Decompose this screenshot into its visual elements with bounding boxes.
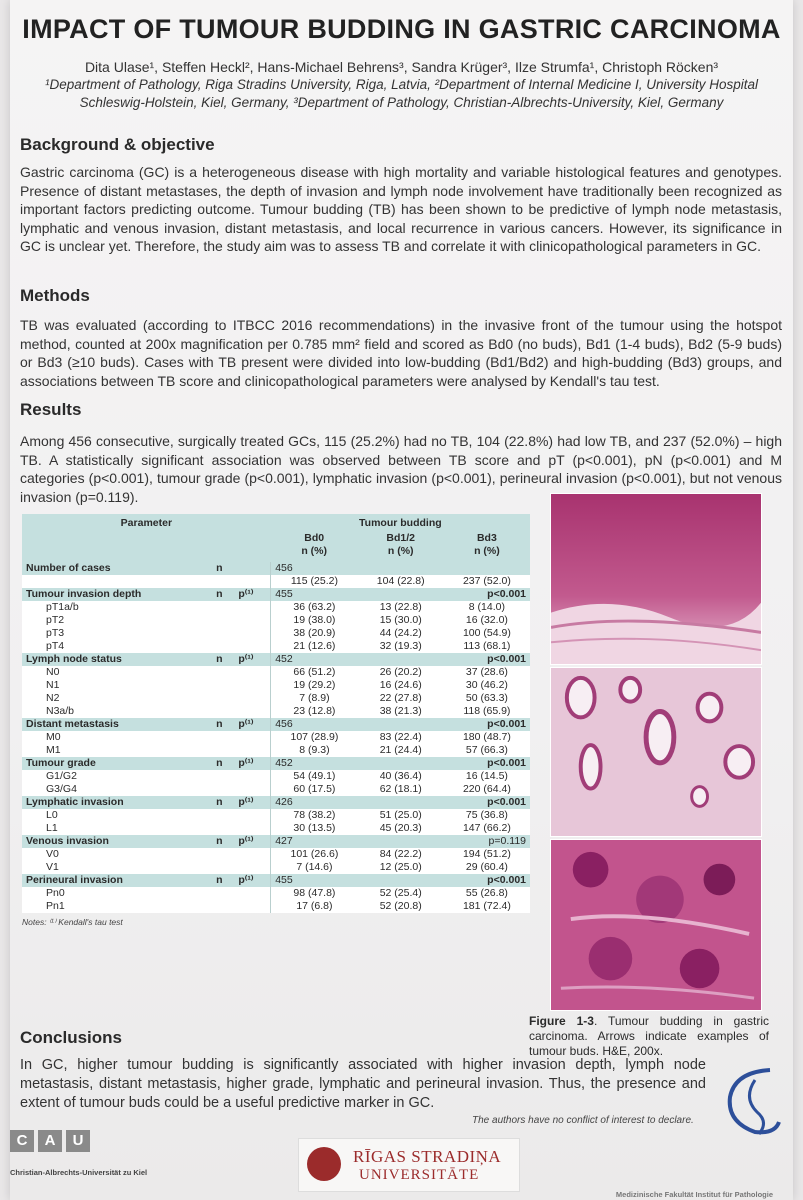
cell-bd3: 181 (72.4)	[444, 900, 530, 913]
group-n-value: 455	[271, 588, 358, 601]
header-bd0: Bd0 n (%)	[271, 532, 358, 562]
methods-text: TB was evaluated (according to ITBCC 2016 recommendations) in the invasive front of the tumour using the hotspot method, counted at 200x magnification per 0.785 mm² field and scored as Bd0 (no buds), Bd1 (1-4 buds), Bd2 (5-9 buds) or Bd3 (≥10 buds). Cases with TB present were divided into low-budding (Bd1/Bd2) and high-budding (Bd3) groups, and associations between TB score and clinicopathological parameters were analysed by Kendall's tau test.	[20, 317, 782, 389]
table-group-row	[22, 874, 530, 887]
cell-bd3: 57 (66.3)	[444, 744, 530, 757]
group-spacer	[358, 835, 444, 848]
cell-bd0: 98 (47.8)	[271, 887, 358, 900]
group-p-value: p<0.001	[444, 796, 530, 809]
conflict-note: The authors have no conflict of interest to declare.	[472, 1115, 694, 1126]
group-n-label: n	[212, 562, 234, 575]
poster	[10, 0, 793, 1200]
methods-heading: Methods	[20, 286, 90, 305]
poster-title: IMPACT OF TUMOUR BUDDING IN GASTRIC CARCINOMA	[22, 14, 781, 44]
row-label: L1	[22, 822, 271, 835]
cell-bd12: 52 (25.4)	[358, 887, 444, 900]
table-group-row	[22, 562, 530, 575]
cell-bd12: 62 (18.1)	[358, 783, 444, 796]
rsu-emblem-icon	[307, 1147, 341, 1181]
group-spacer	[358, 757, 444, 770]
header-tumour-budding: Tumour budding	[271, 514, 530, 532]
group-spacer	[358, 562, 444, 575]
cell-bd12: 83 (22.4)	[358, 731, 444, 744]
affiliations: ¹Department of Pathology, Riga Stradins University, Riga, Latvia, ²Department of Internal Medicine I, University Hospital Schleswig-Holstein, Kiel, Germany, ³Department of Pathology, Christian-Albrechts-University, Kiel, Germany	[44, 77, 759, 110]
rsu-name-line1: RĪGAS STRADIŅA	[353, 1147, 502, 1166]
results-table	[22, 514, 530, 913]
cell-bd0: 23 (12.8)	[271, 705, 358, 718]
cau-letter-c: C	[10, 1130, 34, 1152]
cell-bd3: 37 (28.6)	[444, 666, 530, 679]
cell-bd0: 19 (29.2)	[271, 679, 358, 692]
group-p-label: p⁽¹⁾	[234, 874, 270, 887]
table-row	[22, 731, 530, 744]
cell-bd0: 54 (49.1)	[271, 770, 358, 783]
table-row	[22, 887, 530, 900]
cell-bd3: 55 (26.8)	[444, 887, 530, 900]
cell-bd0: 78 (38.2)	[271, 809, 358, 822]
cell-bd12: 52 (20.8)	[358, 900, 444, 913]
row-label: M0	[22, 731, 271, 744]
conclusions-text: In GC, higher tumour budding is significantly associated with higher invasion depth, lymph node metastasis, distant metastasis, higher grade, lymphatic and perineural invasion. Thus, the presence and extent of tumour buds could be a useful predictive marker in GC.	[20, 1057, 706, 1111]
cell-bd0: 7 (14.6)	[271, 861, 358, 874]
cell-bd3: 30 (46.2)	[444, 679, 530, 692]
cell-bd3: 29 (60.4)	[444, 861, 530, 874]
row-label: Pn1	[22, 900, 271, 913]
group-n-value: 455	[271, 874, 358, 887]
group-spacer	[358, 796, 444, 809]
cell-bd0: 38 (20.9)	[271, 627, 358, 640]
cell-bd12: 40 (36.4)	[358, 770, 444, 783]
group-spacer	[358, 874, 444, 887]
group-n-value: 426	[271, 796, 358, 809]
cell-bd0: 60 (17.5)	[271, 783, 358, 796]
row-label: pT2	[22, 614, 271, 627]
row-label: pT1a/b	[22, 601, 271, 614]
group-n-value: 427	[271, 835, 358, 848]
cell-bd0: 101 (26.6)	[271, 848, 358, 861]
group-n-value: 452	[271, 757, 358, 770]
cau-label: Christian-Albrechts-Universität zu Kiel	[10, 1168, 148, 1177]
logo-bar	[10, 1130, 793, 1200]
group-n-label: n	[212, 588, 234, 601]
group-name: Tumour invasion depth	[22, 588, 212, 601]
group-spacer	[358, 588, 444, 601]
group-p-label	[234, 562, 270, 575]
row-label: N3a/b	[22, 705, 271, 718]
group-name: Lymph node status	[22, 653, 212, 666]
cell-bd3: 8 (14.0)	[444, 601, 530, 614]
row-label: G3/G4	[22, 783, 271, 796]
group-p-value: p<0.001	[444, 718, 530, 731]
results-heading: Results	[20, 400, 82, 419]
results-table-wrap	[22, 514, 530, 928]
cell-bd12: 84 (22.2)	[358, 848, 444, 861]
cell-bd12: 44 (24.2)	[358, 627, 444, 640]
rsu-logo	[298, 1138, 520, 1192]
row-label: N2	[22, 692, 271, 705]
cell-bd3: 113 (68.1)	[444, 640, 530, 653]
group-p-label: p⁽¹⁾	[234, 718, 270, 731]
cell-bd3: 16 (32.0)	[444, 614, 530, 627]
group-p-value: p<0.001	[444, 757, 530, 770]
group-spacer	[358, 653, 444, 666]
table-group-row	[22, 653, 530, 666]
figure-caption: Figure 1-3. Tumour budding in gastric carcinoma. Arrows indicate examples of tumour buds. H&E, 200x.	[529, 1014, 769, 1058]
group-n-label: n	[212, 796, 234, 809]
group-p-value	[444, 562, 530, 575]
cell-bd12: 26 (20.2)	[358, 666, 444, 679]
background-heading: Background & objective	[20, 135, 215, 154]
cell-bd12: 13 (22.8)	[358, 601, 444, 614]
cell-bd3: 50 (63.3)	[444, 692, 530, 705]
row-label: N1	[22, 679, 271, 692]
table-row	[22, 614, 530, 627]
cau-letter-u: U	[66, 1130, 90, 1152]
header-bd12: Bd1/2 n (%)	[358, 532, 444, 562]
group-name: Venous invasion	[22, 835, 212, 848]
rsu-name-line2: UNIVERSITĀTE	[359, 1167, 480, 1183]
group-name: Number of cases	[22, 562, 212, 575]
row-label: V1	[22, 861, 271, 874]
table-row	[22, 809, 530, 822]
table-group-row	[22, 718, 530, 731]
header-spacer	[22, 532, 271, 562]
background-text: Gastric carcinoma (GC) is a heterogeneous disease with high mortality and variable histological features and genotypes. Presence of distant metastases, the depth of invasion and lymph node involvement have traditionally been recognized as important factors predicting outcome. Tumour budding (TB) has been shown to be predictive of lymph node metastasis, lymphatic and venous invasion, distant metastasis, and local recurrence in various cancers. However, its significance in GC is unclear yet. Therefore, the study aim was to assess TB and correlate it with clinicopathological parameters in GC.	[20, 164, 782, 254]
group-p-value: p<0.001	[444, 653, 530, 666]
table-group-row	[22, 796, 530, 809]
group-name: Tumour grade	[22, 757, 212, 770]
header-parameter: Parameter	[22, 514, 271, 532]
table-row	[22, 744, 530, 757]
table-group-row	[22, 757, 530, 770]
group-p-label: p⁽¹⁾	[234, 757, 270, 770]
cell-bd12: 16 (24.6)	[358, 679, 444, 692]
cell-bd0: 8 (9.3)	[271, 744, 358, 757]
results-text: Among 456 consecutive, surgically treated GCs, 115 (25.2%) had no TB, 104 (22.8%) had low TB, and 237 (52.0%) – high TB. A statistically significant association was observed between TB score and pT (p<0.001), pN (p<0.001) and M categories (p<0.001), tumour grade (p<0.001), lymphatic invasion (p<0.001), perineural invasion (p<0.001), but not venous invasion (p=0.119).	[20, 433, 782, 505]
cell-bd12: 45 (20.3)	[358, 822, 444, 835]
row-label: V0	[22, 848, 271, 861]
group-n-label: n	[212, 874, 234, 887]
group-n-value: 456	[271, 562, 358, 575]
cell-bd12: 51 (25.0)	[358, 809, 444, 822]
table-notes: Notes: ⁽¹⁾ Kendall's tau test	[22, 917, 123, 927]
row-label: pT4	[22, 640, 271, 653]
group-p-label: p⁽¹⁾	[234, 653, 270, 666]
cell-bd3: 118 (65.9)	[444, 705, 530, 718]
table-row	[22, 705, 530, 718]
cell-bd3: 100 (54.9)	[444, 627, 530, 640]
cell-bd12: 12 (25.0)	[358, 861, 444, 874]
group-n-label: n	[212, 653, 234, 666]
histology-image-2	[550, 667, 762, 837]
cell-bd0: 21 (12.6)	[271, 640, 358, 653]
cau-letter-a: A	[38, 1130, 62, 1152]
table-row	[22, 640, 530, 653]
row-label: pT3	[22, 627, 271, 640]
table-row	[22, 679, 530, 692]
row-label: G1/G2	[22, 770, 271, 783]
cell-bd3: 147 (66.2)	[444, 822, 530, 835]
group-name: Perineural invasion	[22, 874, 212, 887]
cell-bd12: 32 (19.3)	[358, 640, 444, 653]
authors: Dita Ulase¹, Steffen Heckl², Hans-Michael Behrens³, Sandra Krüger³, Ilze Strumfa¹, Christoph Röcken³	[84, 59, 719, 75]
conclusions-heading: Conclusions	[20, 1028, 123, 1047]
cell-bd0: 66 (51.2)	[271, 666, 358, 679]
cell-bd12: 22 (27.8)	[358, 692, 444, 705]
cell-bd0: 19 (38.0)	[271, 614, 358, 627]
group-p-value: p=0.119	[444, 835, 530, 848]
cell-bd0: 107 (28.9)	[271, 731, 358, 744]
cell-bd3: 180 (48.7)	[444, 731, 530, 744]
group-name: Lymphatic invasion	[22, 796, 212, 809]
group-n-label: n	[212, 718, 234, 731]
cell-bd3: 75 (36.8)	[444, 809, 530, 822]
group-n-value: 456	[271, 718, 358, 731]
cell-bd12: 15 (30.0)	[358, 614, 444, 627]
cell-bd3: 237 (52.0)	[444, 575, 530, 588]
table-row	[22, 848, 530, 861]
table-group-row	[22, 835, 530, 848]
table-row	[22, 575, 530, 588]
table-row	[22, 822, 530, 835]
row-label: N0	[22, 666, 271, 679]
cell-bd3: 220 (64.4)	[444, 783, 530, 796]
table-row	[22, 692, 530, 705]
group-p-label: p⁽¹⁾	[234, 796, 270, 809]
cell-bd0: 115 (25.2)	[271, 575, 358, 588]
group-p-label: p⁽¹⁾	[234, 588, 270, 601]
table-row	[22, 861, 530, 874]
cell-bd12: 38 (21.3)	[358, 705, 444, 718]
group-name: Distant metastasis	[22, 718, 212, 731]
row-label: M1	[22, 744, 271, 757]
group-p-value: p<0.001	[444, 588, 530, 601]
group-spacer	[358, 718, 444, 731]
group-n-label: n	[212, 757, 234, 770]
cell-bd0: 7 (8.9)	[271, 692, 358, 705]
table-row	[22, 900, 530, 913]
cell-bd0: 30 (13.5)	[271, 822, 358, 835]
histology-image-3	[550, 839, 762, 1011]
cell-bd0: 36 (63.2)	[271, 601, 358, 614]
row-label	[22, 575, 271, 588]
cell-bd12: 104 (22.8)	[358, 575, 444, 588]
group-p-label: p⁽¹⁾	[234, 835, 270, 848]
table-row	[22, 770, 530, 783]
row-label: Pn0	[22, 887, 271, 900]
group-n-label: n	[212, 835, 234, 848]
table-group-row	[22, 588, 530, 601]
table-row	[22, 783, 530, 796]
group-n-value: 452	[271, 653, 358, 666]
group-p-value: p<0.001	[444, 874, 530, 887]
cell-bd12: 21 (24.4)	[358, 744, 444, 757]
histology-figure	[550, 493, 762, 1011]
histology-image-1	[550, 493, 762, 665]
cell-bd3: 194 (51.2)	[444, 848, 530, 861]
row-label: L0	[22, 809, 271, 822]
table-row	[22, 666, 530, 679]
table-row	[22, 601, 530, 614]
header-bd3: Bd3 n (%)	[444, 532, 530, 562]
table-row	[22, 627, 530, 640]
kiel-footer: Medizinische Fakultät Institut für Pathologie	[615, 1190, 773, 1199]
cell-bd0: 17 (6.8)	[271, 900, 358, 913]
cell-bd3: 16 (14.5)	[444, 770, 530, 783]
cau-logo	[10, 1130, 94, 1152]
